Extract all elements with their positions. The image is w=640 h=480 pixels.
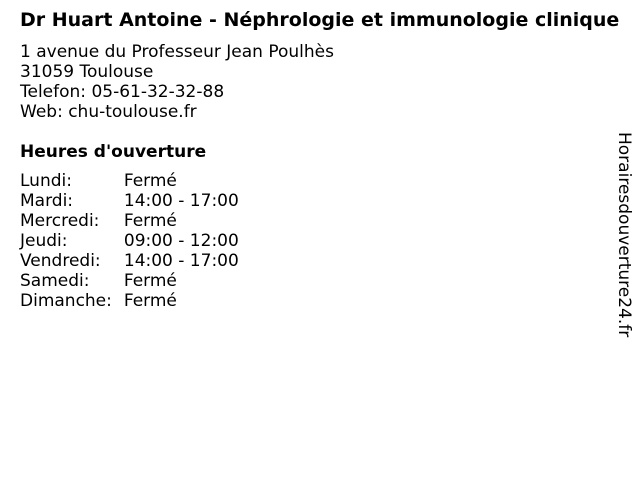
day-label: Jeudi: [20,231,68,251]
city-address: 31059 Toulouse [20,62,154,82]
opening-hours-heading: Heures d'ouverture [20,142,207,162]
hours-row [20,291,239,311]
phone-number[interactable]: 05-61-32-32-88 [91,82,225,102]
hours-row [20,231,239,251]
opening-hours-table [20,171,239,311]
hours-row [20,191,239,211]
day-label: Lundi: [20,171,72,191]
hours-row [20,211,239,231]
day-hours: Fermé [123,271,177,291]
phone-label: Telefon: [20,82,87,102]
day-hours: 09:00 - 12:00 [123,231,239,251]
day-label: Vendredi: [20,251,101,271]
hours-row [20,171,239,191]
day-hours: Fermé [123,291,177,311]
phone-line [20,82,620,102]
day-hours: 14:00 - 17:00 [123,191,239,211]
day-label: Mardi: [20,191,74,211]
page-title: Dr Huart Antoine - Néphrologie et immunologie clinique [20,9,620,31]
website-link[interactable]: chu-toulouse.fr [68,102,197,122]
day-hours: Fermé [123,171,177,191]
web-line [20,102,620,122]
hours-row [20,271,239,291]
day-label: Samedi: [20,271,90,291]
day-hours: Fermé [123,211,177,231]
web-label: Web: [20,102,63,122]
site-watermark: Horairesdouverture24.fr [614,132,634,338]
business-card [20,9,620,311]
day-label: Dimanche: [20,291,112,311]
address-block [20,42,620,122]
day-hours: 14:00 - 17:00 [123,251,239,271]
day-label: Mercredi: [20,211,100,231]
street-address: 1 avenue du Professeur Jean Poulhès [20,42,334,62]
hours-row [20,251,239,271]
